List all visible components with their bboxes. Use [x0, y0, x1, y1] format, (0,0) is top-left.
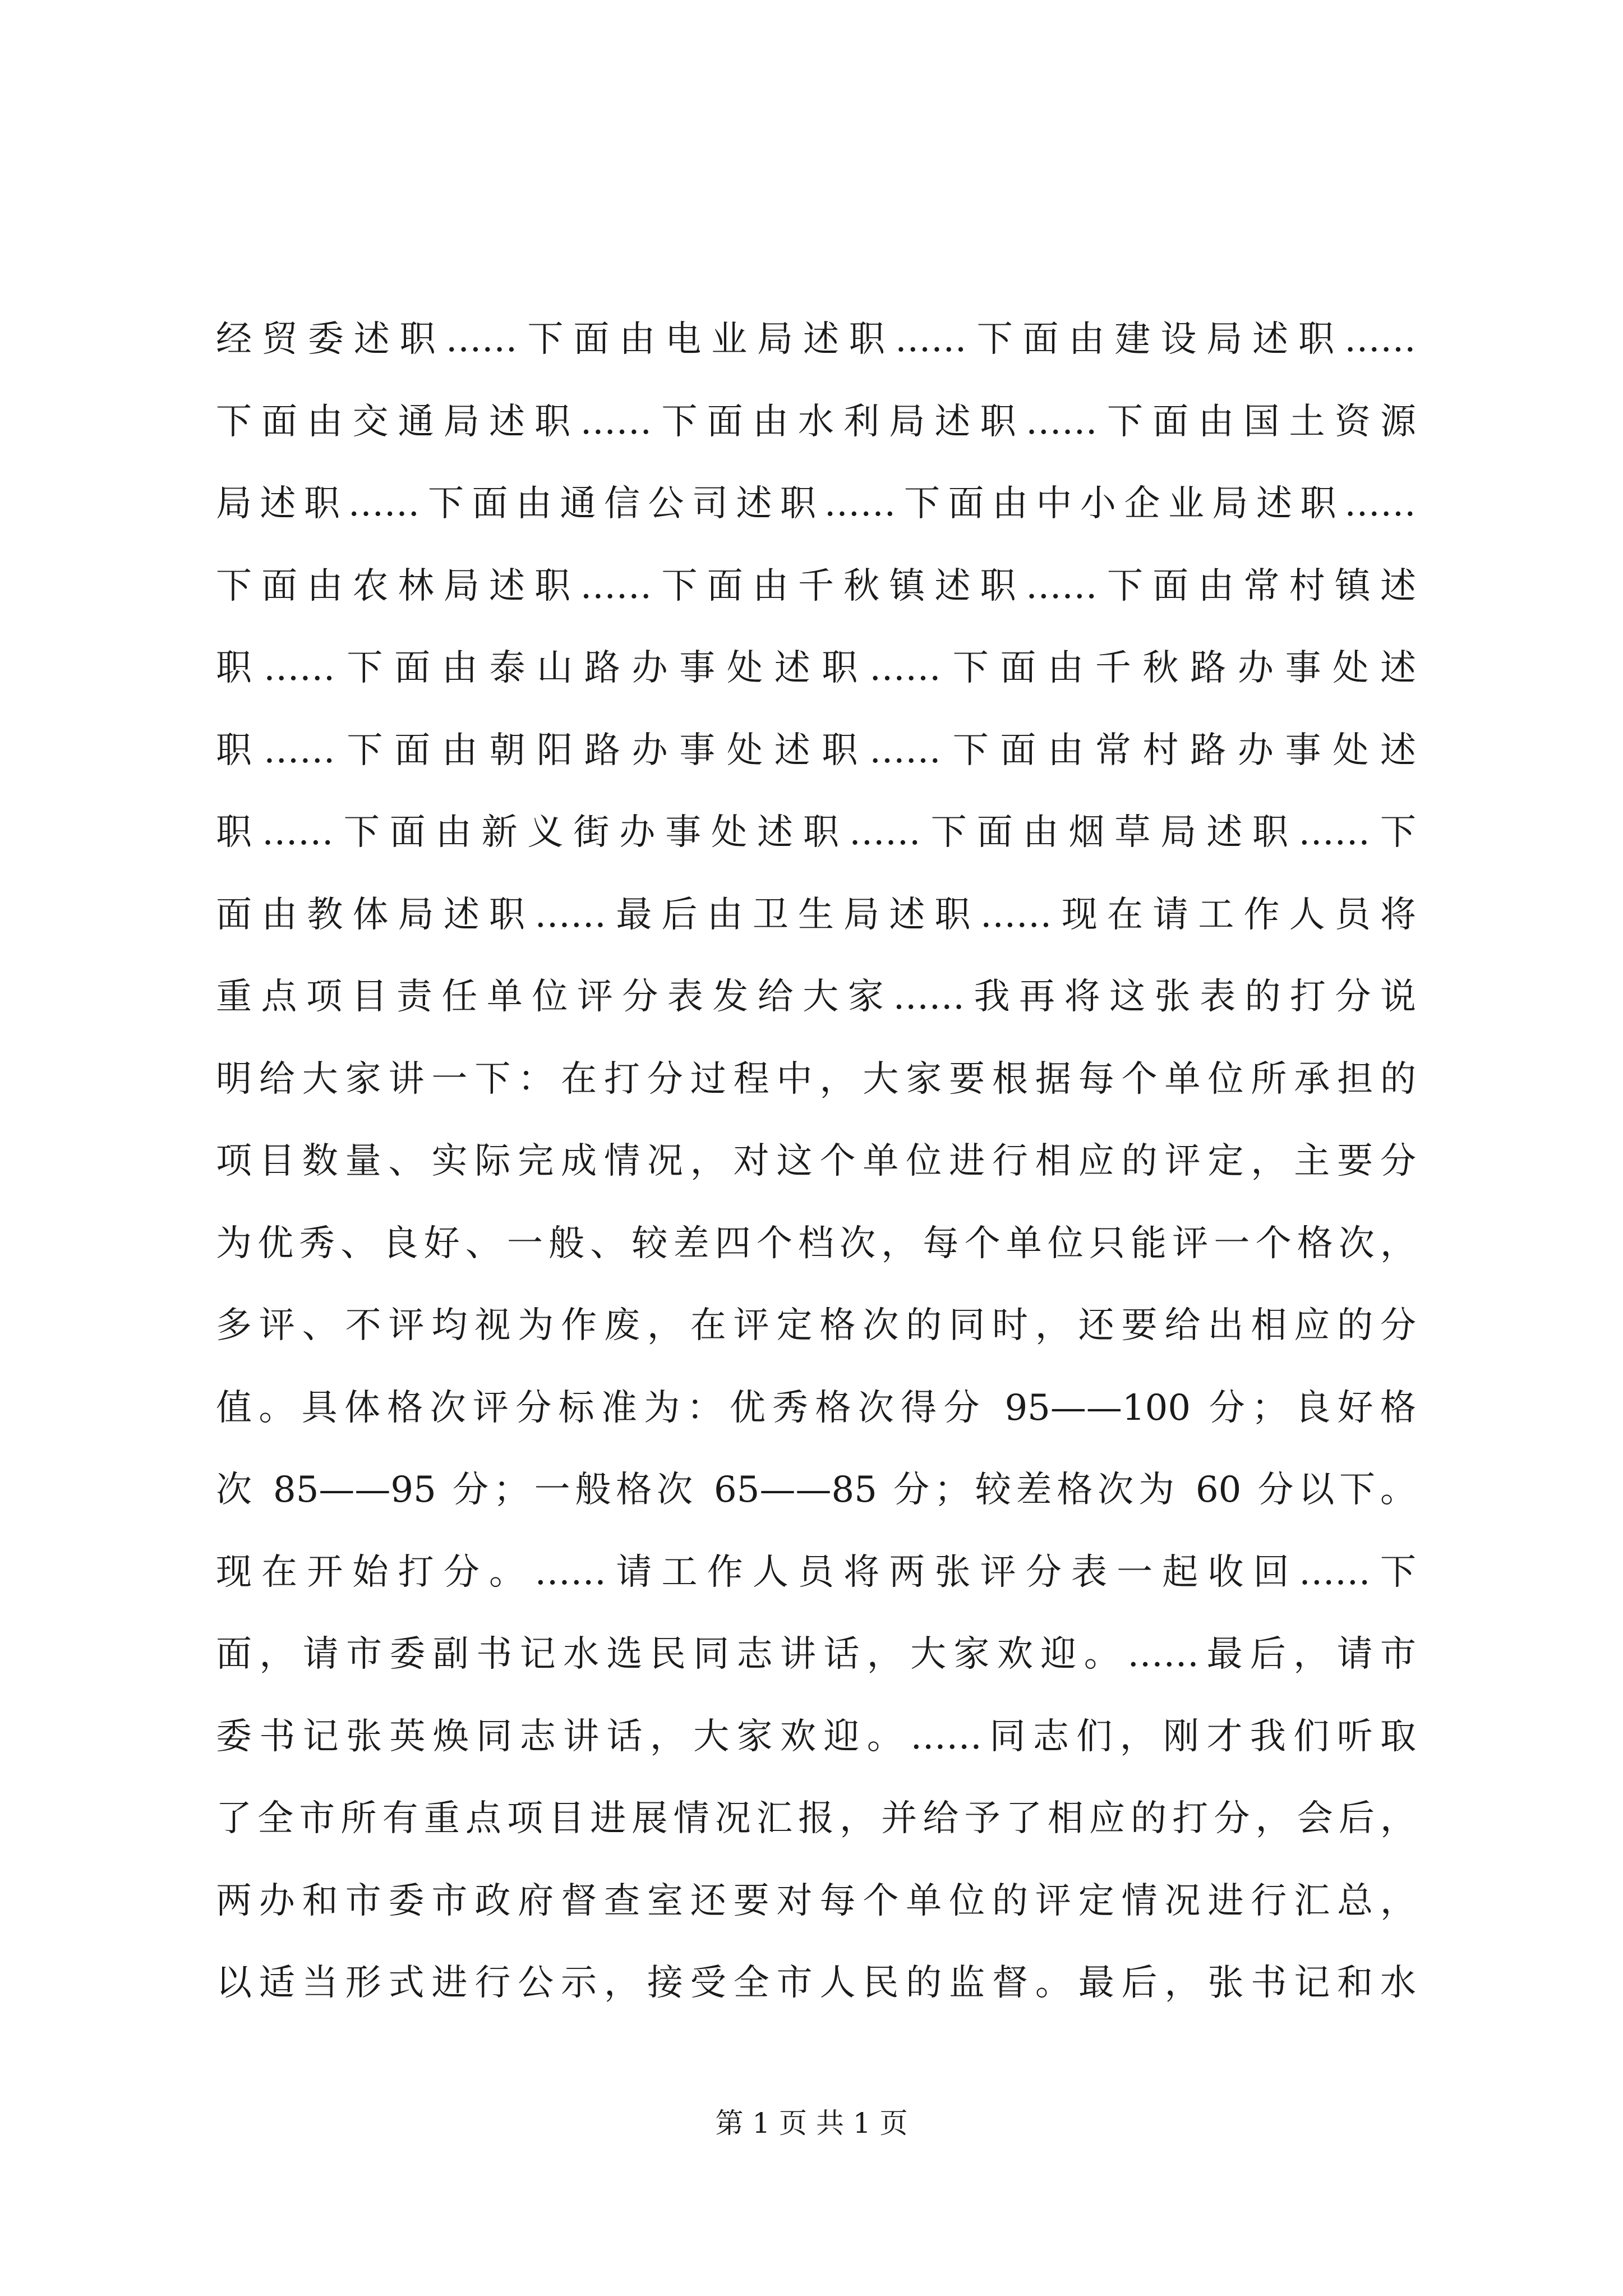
text-line: 值。具体格次评分标准为：优秀格次得分 95——100 分；良好格 [216, 1387, 1416, 1429]
text-line: 面，请市委副书记水选民同志讲话，大家欢迎。……最后，请市 [216, 1634, 1416, 1675]
text-line: 多评、不评均视为作废，在评定格次的同时，还要给出相应的分 [216, 1305, 1416, 1346]
text-line: 面由教体局述职……最后由卫生局述职……现在请工作人员将 [216, 894, 1416, 936]
text-line: 重点项目责任单位评分表发给大家……我再将这张表的打分说 [216, 976, 1416, 1018]
text-line: 委书记张英焕同志讲话，大家欢迎。……同志们，刚才我们听取 [216, 1715, 1416, 1757]
text-line: 明给大家讲一下：在打分过程中，大家要根据每个单位所承担的 [216, 1058, 1416, 1100]
body-text [216, 298, 1416, 2024]
text-line: 经贸委述职……下面由电业局述职……下面由建设局述职…… [216, 319, 1416, 360]
text-line: 以适当形式进行公示，接受全市人民的监督。最后，张书记和水 [216, 1962, 1416, 2004]
text-line: 职……下面由新义街办事处述职……下面由烟草局述职……下 [216, 812, 1416, 853]
text-line: 下面由农林局述职……下面由千秋镇述职……下面由常村镇述 [216, 565, 1416, 607]
text-line: 次 85——95 分；一般格次 65——85 分；较差格次为 60 分以下。 [216, 1469, 1416, 1511]
text-line: 为优秀、良好、一般、较差四个档次，每个单位只能评一个格次， [216, 1222, 1416, 1264]
text-line: 下面由交通局述职……下面由水利局述职……下面由国土资源 [216, 401, 1416, 443]
text-line: 两办和市委市政府督查室还要对每个单位的评定情况进行汇总， [216, 1880, 1416, 1922]
text-line: 职……下面由泰山路办事处述职……下面由千秋路办事处述 [216, 647, 1416, 689]
text-line: 局述职……下面由通信公司述职……下面由中小企业局述职…… [216, 483, 1416, 524]
page-footer: 第 1 页 共 1 页 [715, 2107, 908, 2139]
text-line: 了全市所有重点项目进展情况汇报，并给予了相应的打分，会后， [216, 1798, 1416, 1839]
text-line: 现在开始打分。……请工作人员将两张评分表一起收回……下 [216, 1551, 1416, 1593]
text-line: 项目数量、实际完成情况，对这个单位进行相应的评定，主要分 [216, 1140, 1416, 1182]
text-line: 职……下面由朝阳路办事处述职……下面由常村路办事处述 [216, 729, 1416, 771]
